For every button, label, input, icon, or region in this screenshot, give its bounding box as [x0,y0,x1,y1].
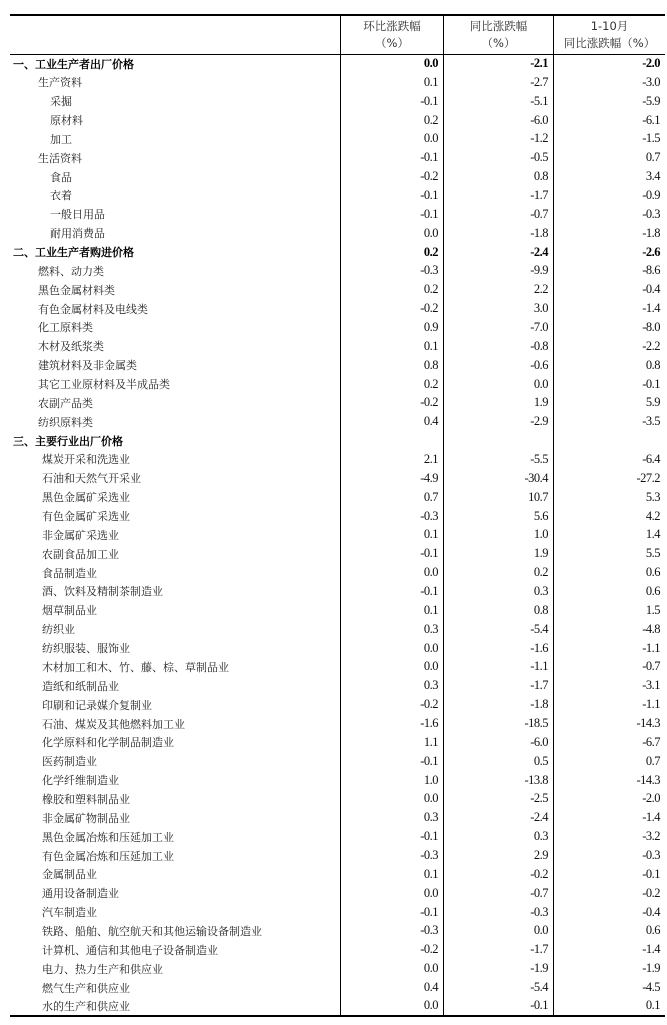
yoy-value: -1.6 [444,639,554,658]
row-label: 医药制造业 [42,755,97,769]
ytd-yoy-value: -1.4 [554,940,666,959]
mom-value: 0.1 [341,601,444,620]
table-row [10,865,665,884]
row-label: 有色金属冶炼和压延加工业 [42,849,174,863]
yoy-value: 0.8 [444,167,554,186]
header-row [10,15,665,54]
yoy-value: -1.1 [444,658,554,677]
ytd-yoy-value: 3.4 [554,167,666,186]
ytd-yoy-value: 1.5 [554,601,666,620]
header-mom-unit: （%） [375,35,409,50]
yoy-value: -2.9 [444,412,554,431]
mom-value: -0.1 [341,827,444,846]
row-label: 化学原料和化学制品制造业 [42,736,174,750]
mom-value: 0.2 [341,280,444,299]
row-label: 石油、煤炭及其他燃料加工业 [42,717,185,731]
mom-value: -0.1 [341,544,444,563]
ytd-yoy-value [554,431,666,450]
header-mom [341,15,444,54]
yoy-value: -0.7 [444,205,554,224]
row-label: 生活资料 [38,151,82,165]
row-label: 食品 [50,170,72,184]
ytd-yoy-value: -2.0 [554,54,666,73]
ytd-yoy-value: 0.6 [554,922,666,941]
mom-value: 0.0 [341,54,444,73]
yoy-value: 0.3 [444,582,554,601]
mom-value: 0.0 [341,658,444,677]
row-label: 一般日用品 [50,208,105,222]
yoy-value: 2.9 [444,846,554,865]
table-row [10,978,665,997]
ytd-yoy-value: 0.6 [554,582,666,601]
yoy-value: -0.8 [444,337,554,356]
table-row [10,393,665,412]
header-yoy [444,15,554,54]
table-row [10,658,665,677]
table-row [10,507,665,526]
row-label: 黑色金属冶炼和压延加工业 [42,830,174,844]
mom-value: 0.0 [341,959,444,978]
ytd-yoy-value: -3.5 [554,412,666,431]
mom-value: 0.0 [341,884,444,903]
mom-value: 0.0 [341,563,444,582]
mom-value: -0.1 [341,752,444,771]
ytd-yoy-value: 0.6 [554,563,666,582]
table-row [10,375,665,394]
yoy-value: -2.4 [444,808,554,827]
table-row [10,205,665,224]
mom-value: -0.1 [341,92,444,111]
table-row [10,959,665,978]
yoy-value: 3.0 [444,299,554,318]
header-yoy-unit: （%） [481,35,516,50]
row-label: 化工原料类 [38,321,93,335]
row-label: 造纸和纸制品业 [42,679,119,693]
yoy-value: -7.0 [444,318,554,337]
row-label: 农副食品加工业 [42,547,119,561]
row-label: 有色金属矿采选业 [42,510,130,524]
table-row [10,752,665,771]
row-label: 纺织服装、服饰业 [42,642,130,656]
row-label: 二、工业生产者购进价格 [13,246,134,260]
yoy-value: -13.8 [444,771,554,790]
row-label: 黑色金属矿采选业 [42,491,130,505]
mom-value: 0.3 [341,620,444,639]
ytd-yoy-value: -0.9 [554,186,666,205]
yoy-value: 0.0 [444,922,554,941]
mom-value: 0.1 [341,337,444,356]
yoy-value: -0.2 [444,865,554,884]
table-row [10,827,665,846]
table-row [10,261,665,280]
table-row [10,318,665,337]
table-row [10,997,665,1016]
yoy-value: -2.7 [444,73,554,92]
row-label: 其它工业原材料及半成品类 [38,378,170,392]
mom-value: 0.7 [341,488,444,507]
row-label: 有色金属材料及电线类 [38,302,148,316]
yoy-value: -1.8 [444,695,554,714]
row-label: 木材加工和木、竹、藤、棕、草制品业 [42,660,229,674]
yoy-value: -0.5 [444,148,554,167]
yoy-value: -1.9 [444,959,554,978]
row-label: 采掘 [50,95,72,109]
ytd-yoy-value: -0.7 [554,658,666,677]
row-label: 木材及纸浆类 [38,340,104,354]
row-label: 印刷和记录媒介复制业 [42,698,152,712]
ytd-yoy-value: 4.2 [554,507,666,526]
table-row [10,92,665,111]
ytd-yoy-value: -4.5 [554,978,666,997]
ytd-yoy-value: -1.4 [554,299,666,318]
header-ytd-yoy [554,15,666,54]
mom-value: -0.1 [341,205,444,224]
ytd-yoy-value: -0.3 [554,846,666,865]
row-label: 橡胶和塑料制品业 [42,792,130,806]
row-label: 烟草制品业 [42,604,97,618]
mom-value: -4.9 [341,469,444,488]
yoy-value: -1.2 [444,129,554,148]
yoy-value: -5.1 [444,92,554,111]
mom-value: -0.3 [341,846,444,865]
ytd-yoy-value: -3.0 [554,73,666,92]
ytd-yoy-value: -6.1 [554,111,666,130]
mom-value: -0.2 [341,393,444,412]
table-row [10,148,665,167]
ytd-yoy-value: -27.2 [554,469,666,488]
row-label: 通用设备制造业 [42,887,119,901]
ytd-yoy-value: 1.4 [554,525,666,544]
table-row [10,601,665,620]
table-row [10,695,665,714]
mom-value: 0.1 [341,865,444,884]
mom-value: 0.2 [341,111,444,130]
ytd-yoy-value: -1.8 [554,224,666,243]
ytd-yoy-value: -1.1 [554,695,666,714]
row-label: 金属制品业 [42,868,97,882]
row-label: 农副产品类 [38,396,93,410]
mom-value: 0.8 [341,356,444,375]
table-row [10,129,665,148]
table-row [10,808,665,827]
row-label: 燃料、动力类 [38,264,104,278]
row-label: 化学纤维制造业 [42,774,119,788]
yoy-value: -30.4 [444,469,554,488]
row-label: 燃气生产和供应业 [42,981,130,995]
yoy-value: -2.5 [444,790,554,809]
table-row [10,167,665,186]
yoy-value: -5.5 [444,450,554,469]
table-row [10,846,665,865]
mom-value: -0.1 [341,148,444,167]
row-label: 水的生产和供应业 [42,999,130,1013]
yoy-value: -9.9 [444,261,554,280]
ytd-yoy-value: 0.1 [554,997,666,1016]
ytd-yoy-value: 5.3 [554,488,666,507]
row-label: 一、工业生产者出厂价格 [13,57,134,71]
table-row [10,450,665,469]
price-index-table [10,14,665,1017]
mom-value: -0.3 [341,922,444,941]
ytd-yoy-value: -3.1 [554,676,666,695]
table-row [10,582,665,601]
yoy-value: -0.7 [444,884,554,903]
mom-value: 0.4 [341,412,444,431]
ytd-yoy-value: -1.1 [554,639,666,658]
yoy-value: -5.4 [444,978,554,997]
table-row [10,676,665,695]
mom-value: -0.2 [341,940,444,959]
yoy-value: -2.4 [444,243,554,262]
row-label: 原材料 [50,114,83,127]
section-row [10,54,665,73]
table-row [10,299,665,318]
table-row [10,940,665,959]
yoy-value: 1.9 [444,393,554,412]
mom-value: 0.1 [341,525,444,544]
ytd-yoy-value: -0.4 [554,903,666,922]
row-label: 汽车制造业 [42,906,97,920]
yoy-value: -6.0 [444,111,554,130]
row-label: 纺织原料类 [38,415,93,429]
table-row [10,733,665,752]
ytd-yoy-value: -2.0 [554,790,666,809]
mom-value: -0.1 [341,186,444,205]
yoy-value: 1.9 [444,544,554,563]
ytd-yoy-value: 0.7 [554,148,666,167]
yoy-value: 0.5 [444,752,554,771]
row-label: 非金属矿物制品业 [42,811,130,825]
ytd-yoy-value: -4.8 [554,620,666,639]
mom-value: 2.1 [341,450,444,469]
yoy-value: 5.6 [444,507,554,526]
table-row [10,337,665,356]
yoy-value: 0.3 [444,827,554,846]
mom-value: 0.0 [341,997,444,1016]
table-row [10,771,665,790]
yoy-value: -6.0 [444,733,554,752]
mom-value: 0.9 [341,318,444,337]
ytd-yoy-value: -0.1 [554,375,666,394]
table-row [10,903,665,922]
table-row [10,620,665,639]
mom-value: 0.3 [341,676,444,695]
section-row [10,431,665,450]
header-yoy-title: 同比涨跌幅 [469,18,528,33]
ytd-yoy-value: -6.7 [554,733,666,752]
ytd-yoy-value: -2.6 [554,243,666,262]
ytd-yoy-value: -8.0 [554,318,666,337]
table-row [10,224,665,243]
mom-value: 1.1 [341,733,444,752]
yoy-value: 10.7 [444,488,554,507]
ytd-yoy-value: 5.9 [554,393,666,412]
row-label: 铁路、船舶、航空航天和其他运输设备制造业 [42,924,262,938]
yoy-value: -2.1 [444,54,554,73]
yoy-value: -18.5 [444,714,554,733]
mom-value: -0.3 [341,261,444,280]
yoy-value: -1.8 [444,224,554,243]
mom-value: 0.0 [341,639,444,658]
mom-value: -0.3 [341,507,444,526]
yoy-value: 1.0 [444,525,554,544]
mom-value: -0.1 [341,903,444,922]
mom-value: 0.0 [341,790,444,809]
row-label: 衣着 [50,189,72,203]
ytd-yoy-value: -1.9 [554,959,666,978]
yoy-value: 0.8 [444,601,554,620]
ytd-yoy-value: -3.2 [554,827,666,846]
row-label: 煤炭开采和洗选业 [42,453,130,467]
yoy-value: -1.7 [444,940,554,959]
row-label: 非金属矿采选业 [42,528,119,542]
row-label: 黑色金属材料类 [38,283,115,297]
mom-value: -0.2 [341,695,444,714]
header-category [10,15,341,54]
ytd-yoy-value: -0.1 [554,865,666,884]
ytd-yoy-value: -6.4 [554,450,666,469]
row-label: 三、主要行业出厂价格 [13,434,123,448]
ytd-yoy-value: -1.4 [554,808,666,827]
row-label: 生产资料 [38,76,82,90]
ytd-yoy-value: 0.7 [554,752,666,771]
table-row [10,356,665,375]
mom-value [341,431,444,450]
yoy-value: -1.7 [444,676,554,695]
mom-value: 0.2 [341,375,444,394]
yoy-value [444,431,554,450]
table-row [10,639,665,658]
mom-value: 0.0 [341,129,444,148]
table-body [10,54,665,1016]
mom-value: 0.1 [341,73,444,92]
mom-value: 1.0 [341,771,444,790]
table-row [10,525,665,544]
row-label: 酒、饮料及精制茶制造业 [42,585,163,599]
ytd-yoy-value: -1.5 [554,129,666,148]
ytd-yoy-value: 0.8 [554,356,666,375]
row-label: 食品制造业 [42,566,97,580]
mom-value: -1.6 [341,714,444,733]
header-ytd-title: 同比涨跌幅（%） [563,35,656,50]
yoy-value: 2.2 [444,280,554,299]
header-ytd-period: 1-10月 [590,18,629,33]
table-row [10,73,665,92]
table-row [10,790,665,809]
yoy-value: -1.7 [444,186,554,205]
ytd-yoy-value: 5.5 [554,544,666,563]
table-row [10,884,665,903]
table-row [10,412,665,431]
row-label: 加工 [50,132,72,146]
ytd-yoy-value: -8.6 [554,261,666,280]
yoy-value: -5.4 [444,620,554,639]
mom-value: 0.2 [341,243,444,262]
ytd-yoy-value: -14.3 [554,771,666,790]
header-mom-title: 环比涨跌幅 [363,18,421,33]
table-row [10,544,665,563]
yoy-value: -0.1 [444,997,554,1016]
table-row [10,922,665,941]
table-row [10,714,665,733]
table-row [10,111,665,130]
mom-value: -0.2 [341,167,444,186]
row-label: 石油和天然气开采业 [42,472,141,486]
ytd-yoy-value: -14.3 [554,714,666,733]
row-label: 电力、热力生产和供应业 [42,962,163,976]
row-label: 建筑材料及非金属类 [38,359,137,373]
row-label: 纺织业 [42,623,75,637]
mom-value: 0.3 [341,808,444,827]
row-label: 计算机、通信和其他电子设备制造业 [42,943,218,957]
table-row [10,488,665,507]
table-row [10,186,665,205]
section-row [10,243,665,262]
yoy-value: 0.2 [444,563,554,582]
mom-value: 0.0 [341,224,444,243]
mom-value: 0.4 [341,978,444,997]
ytd-yoy-value: -5.9 [554,92,666,111]
mom-value: -0.1 [341,582,444,601]
yoy-value: -0.3 [444,903,554,922]
row-label: 耐用消费品 [50,227,105,241]
ytd-yoy-value: -0.3 [554,205,666,224]
yoy-value: -0.6 [444,356,554,375]
table-row [10,280,665,299]
ytd-yoy-value: -2.2 [554,337,666,356]
table-row [10,563,665,582]
table-row [10,469,665,488]
mom-value: -0.2 [341,299,444,318]
ytd-yoy-value: -0.2 [554,884,666,903]
yoy-value: 0.0 [444,375,554,394]
ytd-yoy-value: -0.4 [554,280,666,299]
